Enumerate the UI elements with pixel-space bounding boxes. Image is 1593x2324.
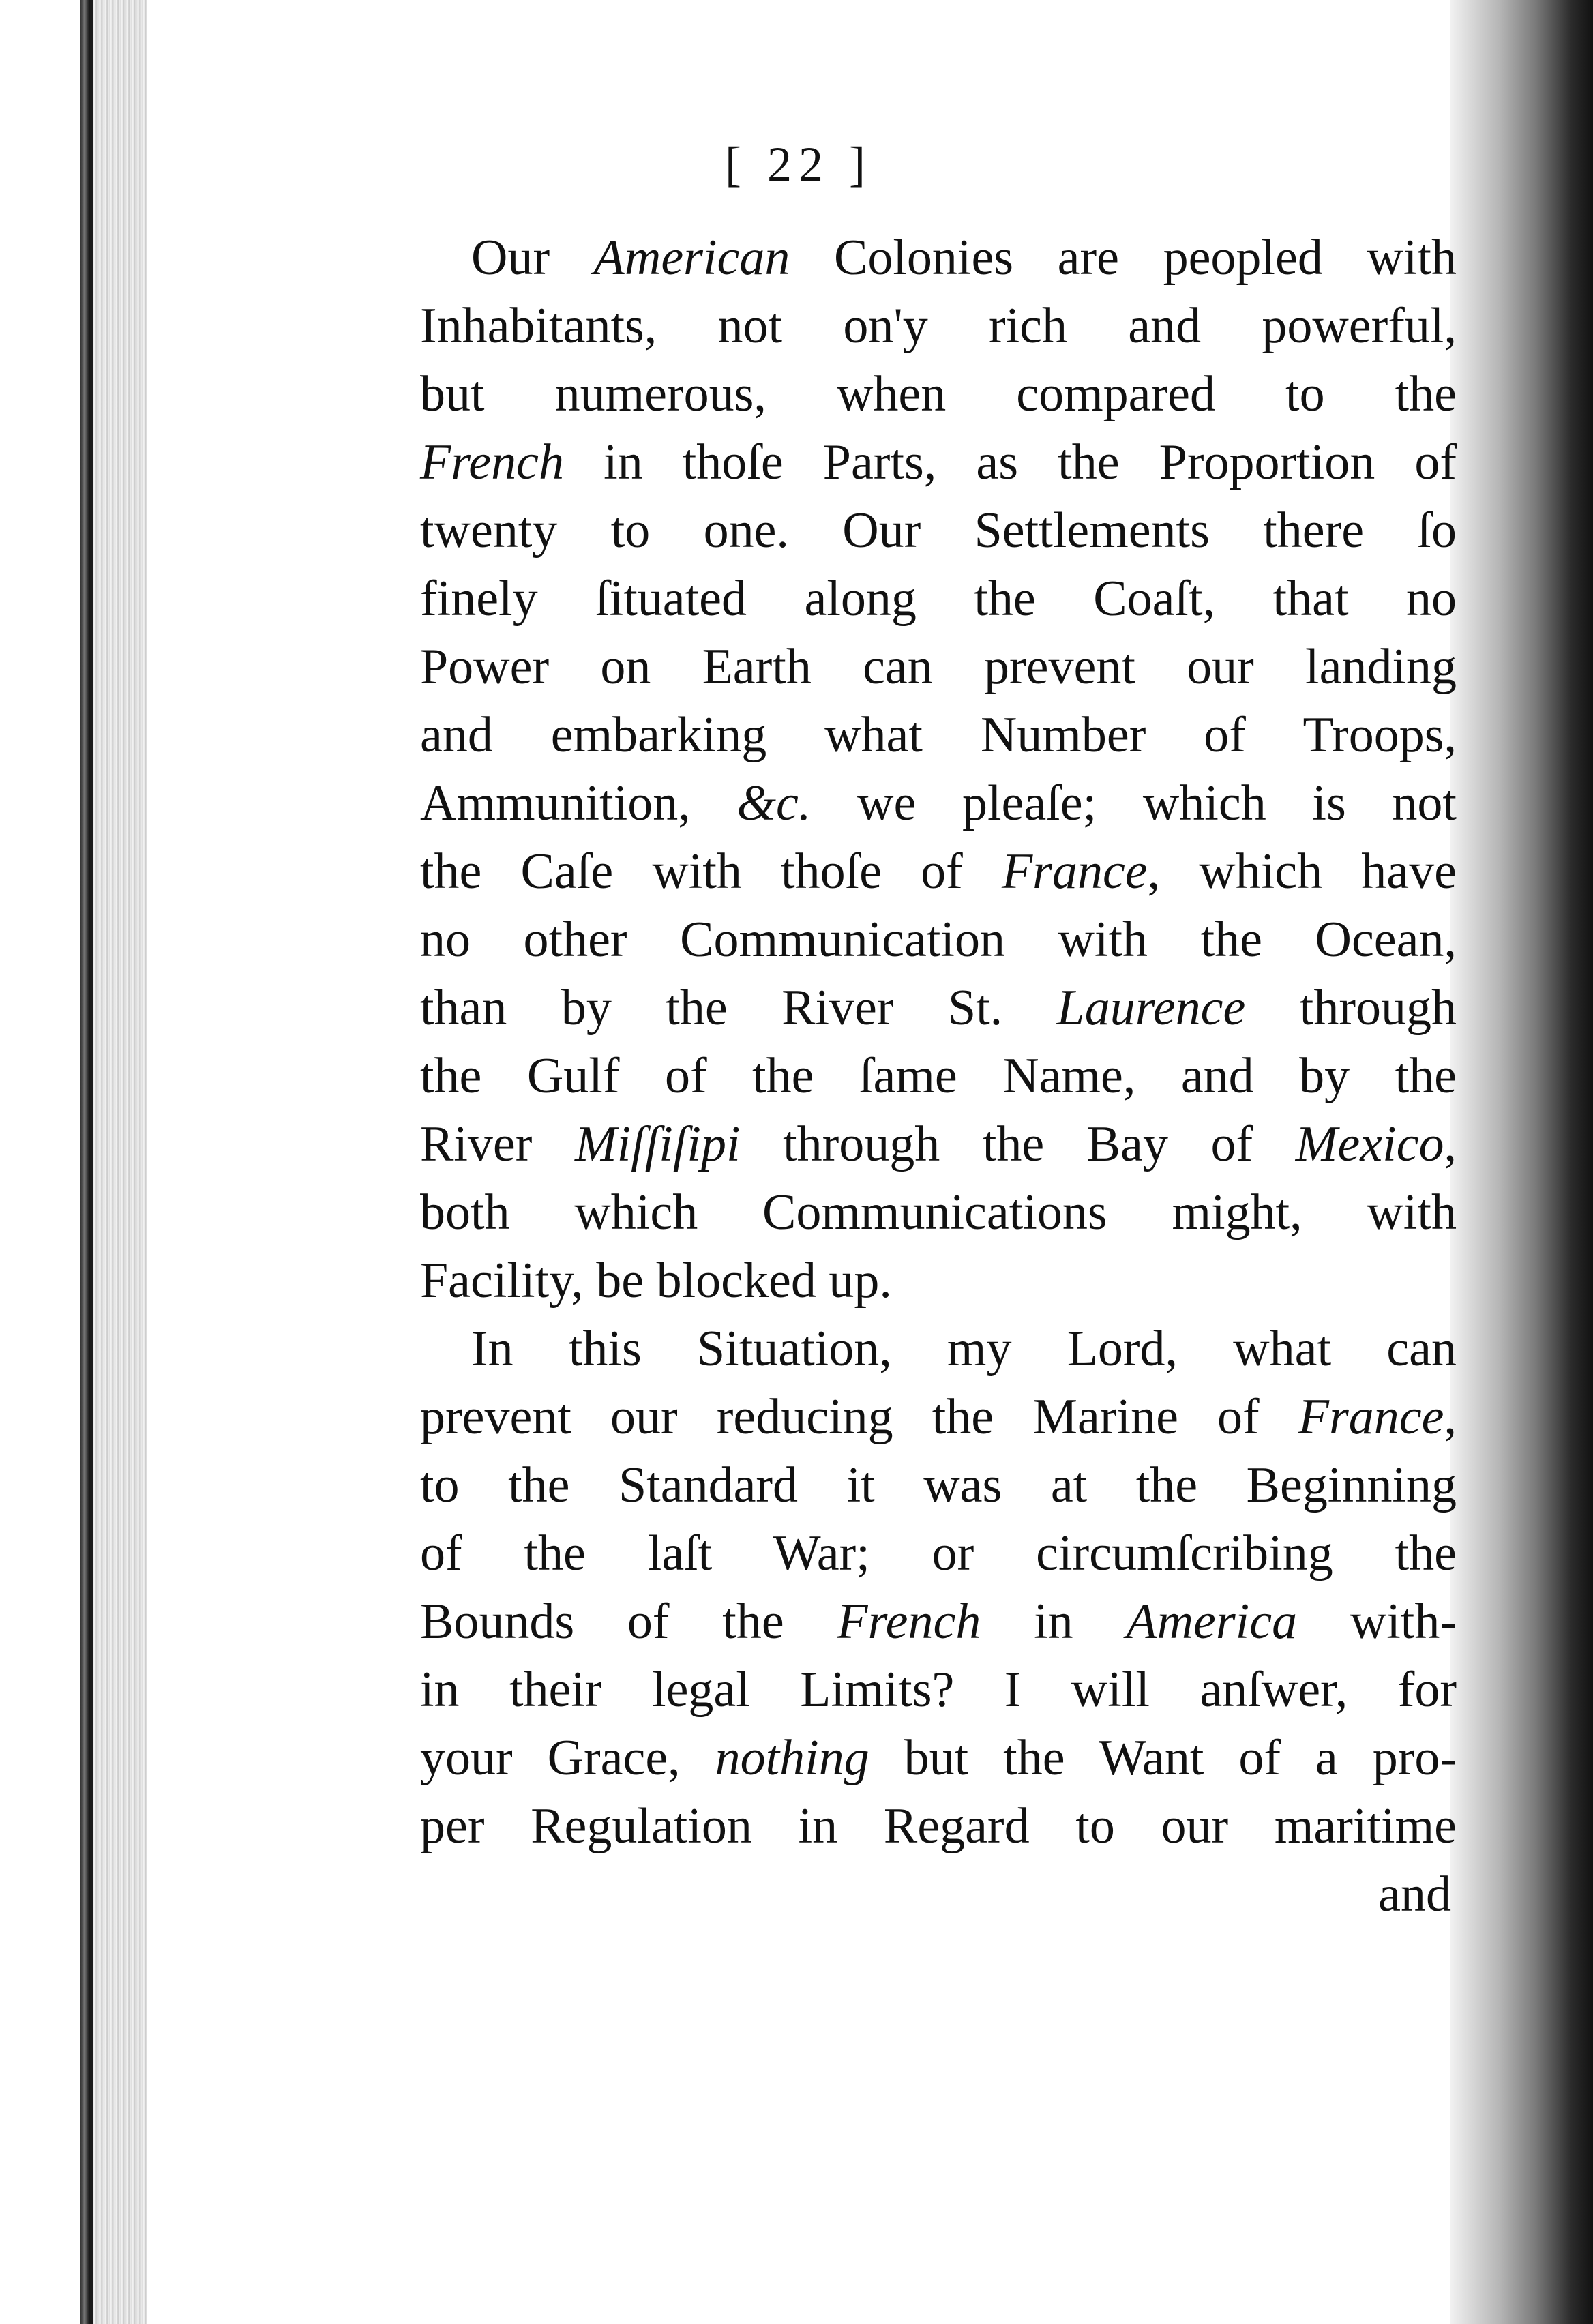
text-line [420, 906, 1457, 974]
italic-run: America [1126, 1594, 1298, 1650]
text-run: with- [1297, 1594, 1457, 1650]
text-run: than by the River St. [420, 980, 1057, 1036]
binding-shadow [1450, 0, 1593, 2324]
text-run: , which have [1147, 844, 1457, 899]
text-line [420, 1042, 1457, 1110]
page-number: [ 22 ] [725, 137, 872, 192]
italic-run: French [837, 1594, 981, 1650]
text-run: but the Want of a pro- [869, 1730, 1457, 1786]
text-run: prevent our reducing the Marine of [420, 1389, 1298, 1445]
italic-run: Mexico [1295, 1116, 1444, 1172]
spine-edge [80, 0, 89, 2324]
text-run: Ammunition, [420, 775, 737, 831]
text-run: Bounds of the [420, 1594, 837, 1650]
text-line [420, 769, 1457, 837]
text-run: Facility, be blocked up. [420, 1253, 892, 1309]
catchword: and [1378, 1866, 1451, 1922]
italic-run: Laurence [1056, 980, 1246, 1036]
text-run: we pleaſe; which is not [811, 775, 1457, 831]
text-line [420, 1383, 1457, 1451]
text-run: Power on Earth can prevent our landing [420, 639, 1457, 695]
text-run: no other Communication with the Ocean, [420, 912, 1457, 968]
text-line [420, 1247, 1457, 1315]
italic-run: French [420, 434, 564, 490]
text-run: in [981, 1594, 1127, 1650]
text-line [420, 292, 1457, 360]
text-run: per Regulation in Regard to our maritime [420, 1798, 1457, 1854]
text-run: the Caſe with thoſe of [420, 844, 1002, 899]
text-line [420, 1588, 1457, 1656]
text-run: finely ſituated along the Coaſt, that no [420, 571, 1457, 627]
text-run: of the laſt War; or circumſcribing the [420, 1525, 1457, 1581]
text-run: Colonies are peopled with [790, 230, 1457, 286]
italic-run: American [593, 230, 790, 286]
text-line [420, 496, 1457, 565]
italic-run: France [1001, 844, 1148, 899]
text-line [420, 360, 1457, 428]
text-run: Inhabitants, not on'y rich and powerful, [420, 298, 1457, 354]
text-run: River [420, 1116, 575, 1172]
text-run: to the Standard it was at the Beginning [420, 1457, 1457, 1513]
text-line [420, 1792, 1457, 1860]
text-line [420, 224, 1457, 292]
text-run: Our [471, 230, 594, 286]
text-line [420, 1110, 1457, 1178]
text-run: your Grace, [420, 1730, 715, 1786]
text-run: both which Communications might, with [420, 1185, 1457, 1240]
text-run: , [1444, 1389, 1457, 1445]
scan-left-margin [0, 0, 93, 2324]
text-line [420, 1451, 1457, 1519]
page-fore-edge [93, 0, 147, 2324]
body-text [420, 224, 1457, 1928]
text-line [420, 1724, 1457, 1792]
text-run: in their legal Limits? I will anſwer, for [420, 1662, 1457, 1718]
text-run: in thoſe Parts, as the Proportion of [563, 434, 1457, 490]
italic-run: France [1298, 1389, 1444, 1445]
text-run: In this Situation, my Lord, what can [471, 1321, 1457, 1377]
text-run: through [1245, 980, 1457, 1036]
text-line [420, 837, 1457, 906]
text-run: through the Bay of [740, 1116, 1296, 1172]
text-line [420, 1519, 1457, 1588]
text-line [420, 428, 1457, 496]
book-page [147, 0, 1457, 2324]
text-line [420, 565, 1457, 633]
text-line [420, 974, 1457, 1042]
text-run: twenty to one. Our Settlements there ſo [420, 503, 1457, 558]
text-run: and embarking what Number of Troops, [420, 707, 1457, 763]
text-line [420, 1178, 1457, 1247]
italic-run: nothing [715, 1730, 869, 1786]
italic-run: &c. [736, 775, 812, 831]
text-line [420, 701, 1457, 769]
text-line [420, 633, 1457, 701]
text-run: the Gulf of the ſame Name, and by the [420, 1048, 1457, 1104]
text-run: , [1444, 1116, 1457, 1172]
text-line [420, 1315, 1457, 1383]
italic-run: Miſſiſipi [574, 1116, 741, 1172]
text-line [420, 1656, 1457, 1724]
text-run: but numerous, when compared to the [420, 366, 1457, 422]
